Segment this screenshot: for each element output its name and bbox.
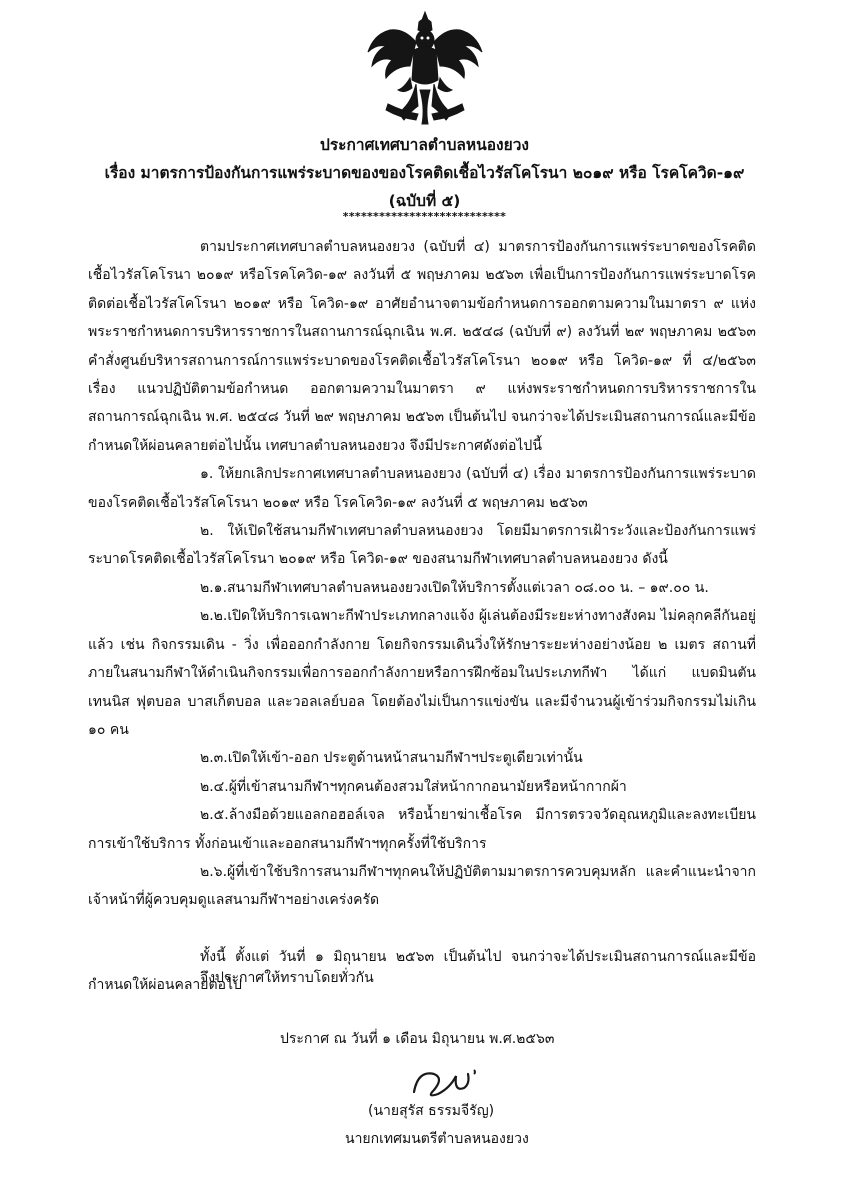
signatory-position: นายกเทศมนตรีตำบลหนองยวง	[345, 1131, 529, 1147]
item-2-5: ๒.๕.ล้างมือด้วยแอลกอฮอล์เจล หรือน้ำยาฆ่าเชื้อโรค มีการตรวจวัดอุณหภูมิและลงทะเบียนการเข้าใช้บริการ ทั้งก่อนเข้าและออกสนามกีฬาฯทุกครั้งที่ใช้บริการ	[88, 807, 756, 852]
intro-paragraph: ตามประกาศเทศบาลตำบลหนองยวง (ฉบับที่ ๔) มาตรการป้องกันการแพร่ระบาดของโรคติดเชื้อไวรัสโคโรนา ๒๐๑๙ หรือโรคโควิด-๑๙ ลงวันที่ ๕ พฤษภาคม ๒๕๖๓ เพื่อเป็นการป้องกันการแพร่ระบาดโรคติดต่อเชื้อไวรัสโคโรนา ๒๐๑๙ หรือ โควิด-๑๙ อาศัยอำนาจตามข้อกำหนดการออกตามความในมาตรา ๙ แห่งพระราชกำหนดการบริหารราชการในสถานการณ์ฉุกเฉิน พ.ศ. ๒๕๔๘ (ฉบับที่ ๙) ลงวันที่ ๒๙ พฤษภาคม ๒๕๖๓ คำสั่งศูนย์บริหารสถานการณ์การแพร่ระบาดของโรคติดเชื้อไวรัสโคโรนา ๒๐๑๙ หรือ โควิด-๑๙ ที่ ๔/๒๕๖๓ เรื่อง แนวปฏิบัติตามข้อกำหนด ออกตามความในมาตรา ๙ แห่งพระราชกำหนดการบริหารราชการในสถานการณ์ฉุกเฉิน พ.ศ. ๒๕๔๘ วันที่ ๒๙ พฤษภาคม ๒๕๖๓ เป็นต้นไป จนกว่าจะได้ประเมินสถานการณ์และมีข้อกำหนดให้ผ่อนคลายต่อไปนั้น เทศบาลตำบลหนองยวง จึงมีประกาศดังต่อไปนี้	[88, 239, 756, 454]
announcement-issuer: ประกาศเทศบาลตำบลหนองยวง	[320, 136, 529, 154]
announcement-subject: เรื่อง มาตรการป้องกันการแพร่ระบาดของของโรคติดเชื้อไวรัสโคโรนา ๒๐๑๙ หรือ โรคโควิด-๑๙	[104, 164, 745, 182]
header-divider: ***************************	[342, 210, 507, 223]
item-2-6: ๒.๖.ผู้ที่เข้าใช้บริการสนามกีฬาฯทุกคนให้ปฏิบัติตามมาตรการควบคุมหลัก และคำแนะนำจากเจ้าหน้าที่ผู้ควบคุมดูแลสนามกีฬาฯอย่างเคร่งครัด	[88, 863, 756, 909]
effective-date-paragraph: ทั้งนี้ ตั้งแต่ วันที่ ๑ มิถุนายน ๒๕๖๓ เป็นต้นไป จนกว่าจะได้ประเมินสถานการณ์และมีข้อกำหนดให้ผ่อนคลายต่อไป	[88, 948, 756, 994]
garuda-emblem-icon	[364, 8, 486, 128]
item-2-1: ๒.๑.สนามกีฬาเทศบาลตำบลหนองยวงเปิดให้บริการตั้งแต่เวลา ๐๘.๐๐ น. – ๑๙.๐๐ น.	[200, 579, 709, 596]
announcement-date: ประกาศ ณ วันที่ ๑ เดือน มิถุนายน พ.ศ.๒๕๖๓	[280, 1031, 555, 1047]
announcement-body	[88, 233, 756, 1000]
signature-image	[404, 1062, 494, 1104]
closing-statement: จึงประกาศให้ทราบโดยทั่วกัน	[200, 970, 374, 986]
item-2: ๒. ให้เปิดใช้สนามกีฬาเทศบาลตำบลหนองยวง โดยมีมาตรการเฝ้าระวังและป้องกันการแพร่ระบาดโรคติดเชื้อไวรัสโคโรนา ๒๐๑๙ หรือ โควิด-๑๙ ของสนามกีฬาเทศบาลตำบลหนองยวง ดังนี้	[88, 523, 756, 568]
announcement-edition: (ฉบับที่ ๕)	[388, 192, 461, 210]
signatory-name: (นายสุรัส ธรรมจีรัญ)	[368, 1103, 495, 1119]
item-2-3: ๒.๓.เปิดให้เข้า-ออก ประตูด้านหน้าสนามกีฬาฯประตูเดียวเท่านั้น	[200, 750, 583, 767]
item-2-2: ๒.๒.เปิดให้บริการเฉพาะกีฬาประเภทกลางแจ้ง ผู้เล่นต้องมีระยะห่างทางสังคม ไม่คลุกคลีกันอยู่แล้ว เช่น กิจกรรมเดิน - วิ่ง เพื่อออกกำลังกาย โดยกิจกรรมเดินวิ่งให้รักษาระยะห่างอย่างน้อย ๒ เมตร สถานที่ภายในสนามกีฬาให้ดำเนินกิจกรรมเพื่อการออกกำลังกายหรือการฝึกซ้อมในประเภทกีฬา ได้แก่ แบดมินตัน เทนนิส ฟุตบอล บาสเก็ตบอล และวอลเลย์บอล โดยต้องไม่เป็นการแข่งขัน และมีจำนวนผู้เข้าร่วมกิจกรรมไม่เกิน ๑๐ คน	[88, 608, 756, 738]
item-2-4: ๒.๔.ผู้ที่เข้าสนามกีฬาฯทุกคนต้องสวมใส่หน้ากากอนามัยหรือหน้ากากผ้า	[200, 778, 627, 795]
item-1: ๑. ให้ยกเลิกประกาศเทศบาลตำบลหนองยวง (ฉบับที่ ๔) เรื่อง มาตรการป้องกันการแพร่ระบาดของโรคติดเชื้อไวรัสโคโรนา ๒๐๑๙ หรือ โรคโควิด-๑๙ ลงวันที่ ๕ พฤษภาคม ๒๕๖๓	[88, 466, 756, 511]
